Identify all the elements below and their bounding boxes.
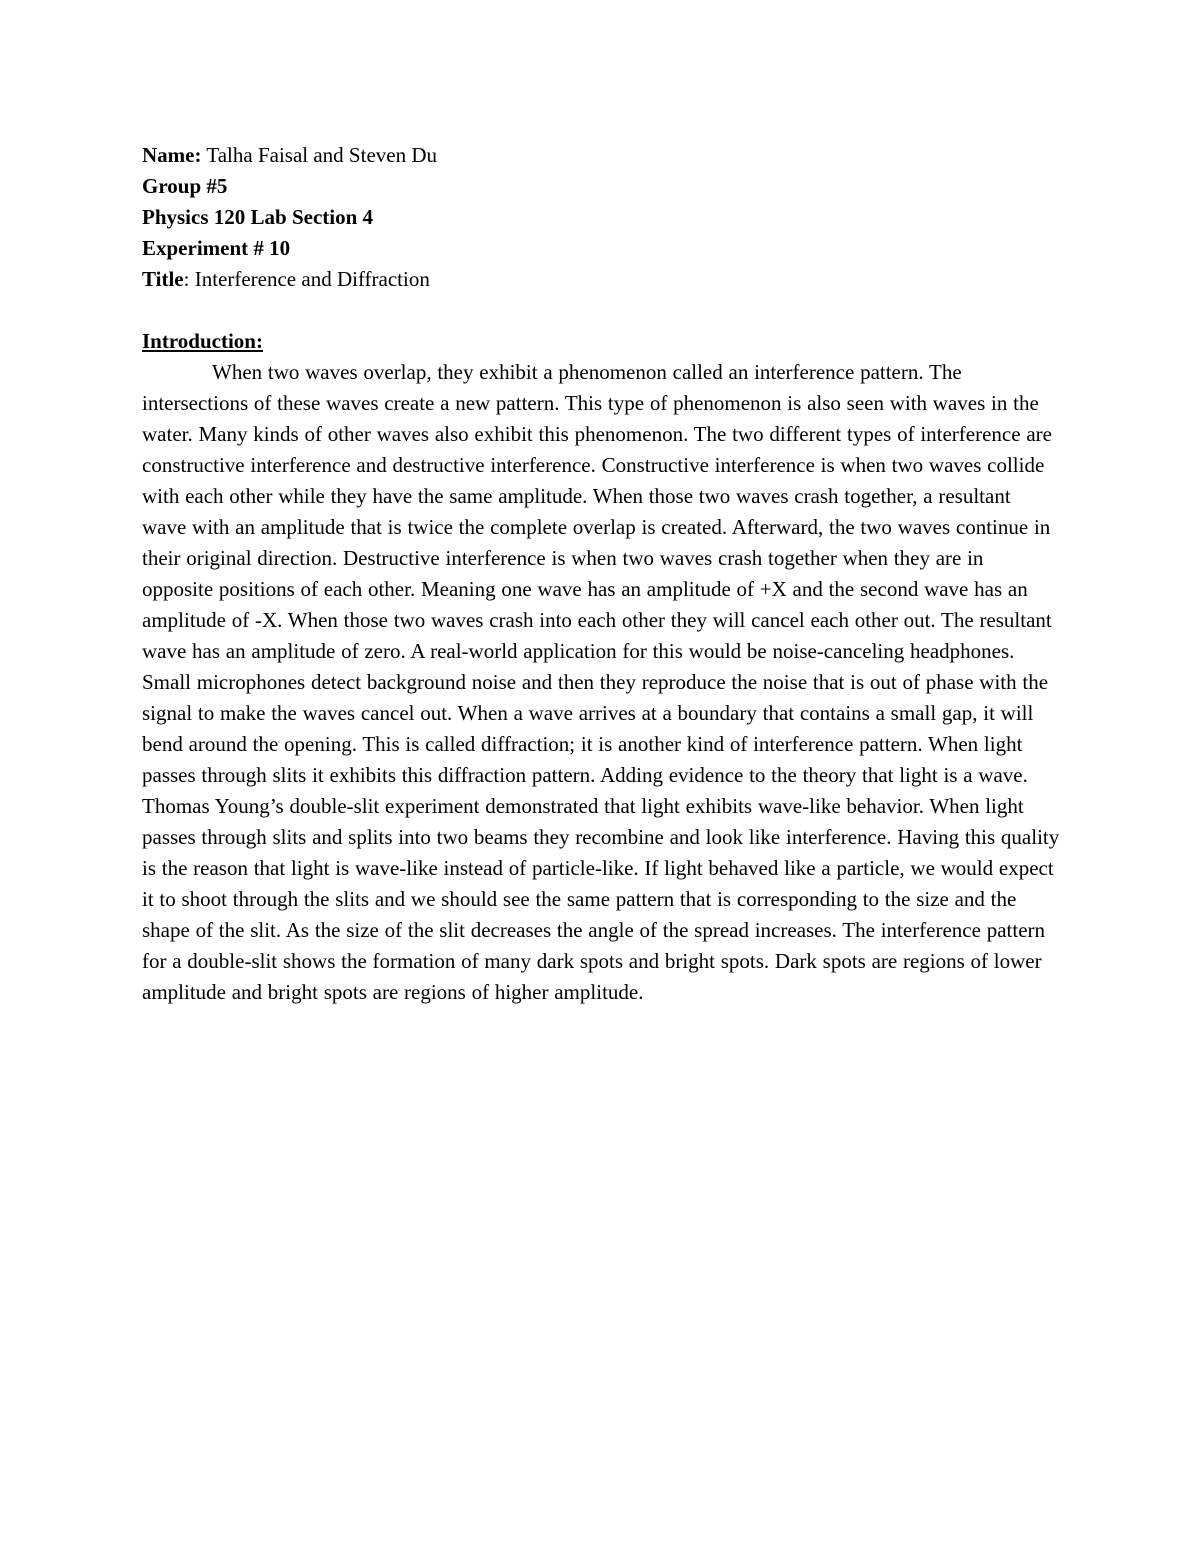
document-content <box>142 140 1062 1008</box>
experiment-line: Experiment # 10 <box>142 236 291 260</box>
name-line <box>142 140 1062 171</box>
section-spacer <box>142 295 1062 326</box>
group-line: Group #5 <box>142 174 228 198</box>
title-label: Title <box>142 267 184 291</box>
course-line: Physics 120 Lab Section 4 <box>142 205 374 229</box>
name-label: Name: <box>142 143 202 167</box>
title-value: : Interference and Diffraction <box>183 267 430 291</box>
introduction-paragraph: When two waves overlap, they exhibit a phenomenon called an interference pattern. The intersections of these waves create a new pattern. This type of phenomenon is also seen with waves in the water. Many kinds of other waves also exhibit this phenomenon. The two different types of interference are constructive interference and destructive interference. Constructive interference is when two waves collide with each other while they have the same amplitude. When those two waves crash together, a resultant wave with an amplitude that is twice the complete overlap is created. Afterward, the two waves continue in their original direction. Destructive interference is when two waves crash together when they are in opposite positions of each other. Meaning one wave has an amplitude of +X and the second wave has an amplitude of -X. When those two waves crash into each other they will cancel each other out. The resultant wave has an amplitude of zero. A real-world application for this would be noise-canceling headphones. Small microphones detect background noise and then they reproduce the noise that is out of phase with the signal to make the waves cancel out. When a wave arrives at a boundary that contains a small gap, it will bend around the opening. This is called diffraction; it is another kind of interference pattern. When light passes through slits it exhibits this diffraction pattern. Adding evidence to the theory that light is a wave. Thomas Young’s double-slit experiment demonstrated that light exhibits wave-like behavior. When light passes through slits and splits into two beams they recombine and look like interference. Having this quality is the reason that light is wave-like instead of particle-like. If light behaved like a particle, we would expect it to shoot through the slits and we should see the same pattern that is corresponding to the size and the shape of the slit. As the size of the slit decreases the angle of the spread increases. The interference pattern for a double-slit shows the formation of many dark spots and bright spots. Dark spots are regions of lower amplitude and bright spots are regions of higher amplitude. <box>142 360 1060 1004</box>
introduction-heading: Introduction: <box>142 329 263 353</box>
name-value: Talha Faisal and Steven Du <box>201 143 437 167</box>
title-line <box>142 264 1062 295</box>
